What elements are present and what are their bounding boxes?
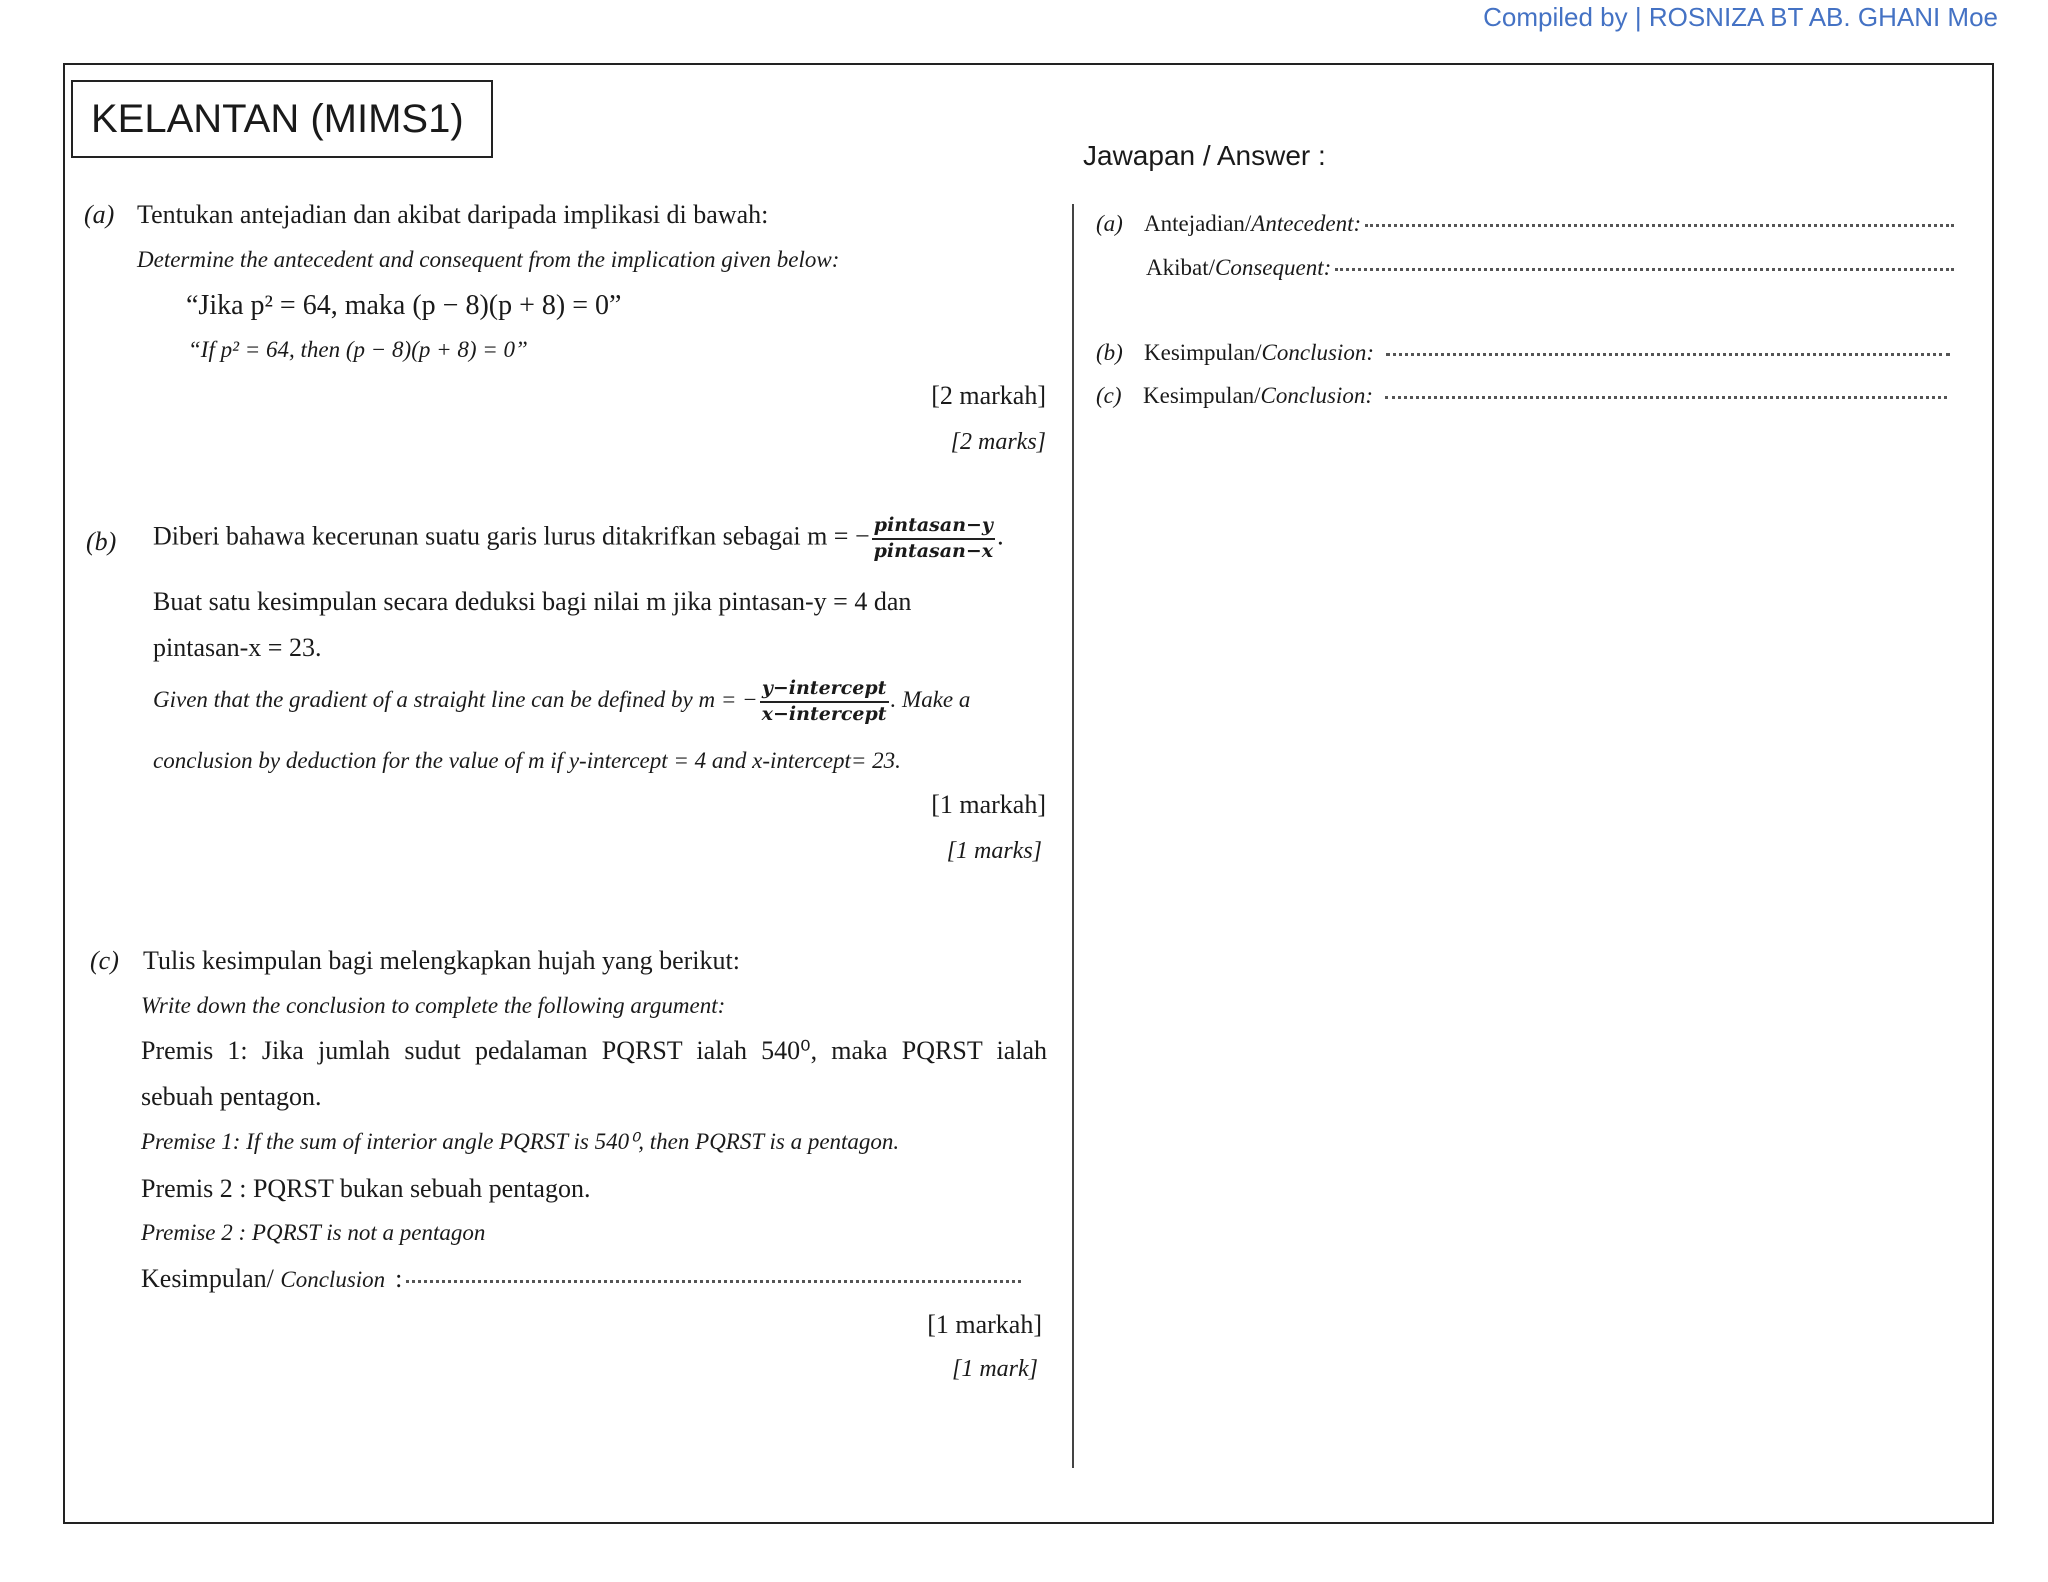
question-b-english-line1 [153,677,970,727]
conclusion-line [141,1264,1021,1294]
conclusion-label: Kesimpulan/ [1143,383,1261,408]
answer-c-blank[interactable] [1385,396,1947,399]
question-c-english: Write down the conclusion to complete the following argument: [141,993,726,1018]
conclusion-label-english: Conclusion [280,1267,386,1292]
answer-a-label: (a) [1096,211,1123,236]
answer-heading: Jawapan / Answer : [1083,140,1326,171]
antecedent-label-english: Antecedent: [1251,211,1362,236]
statement-malay: “Jika p² = 64, maka (p − 8)(p + 8) = 0” [186,290,622,321]
fraction-denominator: pintasan−x [873,539,994,562]
premise-1-english: Premise 1: If the sum of interior angle PQRST is 540⁰, then PQRST is a pentagon. [141,1129,900,1154]
conclusion-label: Kesimpulan/ [141,1264,274,1293]
question-b-english-line2: conclusion by deduction for the value of m if y-intercept = 4 and x-intercept= 23. [153,748,901,773]
marks-malay: [2 markah] [931,381,1046,410]
marks-english: [2 marks] [950,429,1046,455]
answer-c-label: (c) [1096,383,1122,408]
conclusion-colon: : [395,1264,403,1293]
fraction-malay [872,514,995,564]
conclusion-label-english: Conclusion: [1261,340,1374,365]
premise-2-english: Premise 2 : PQRST is not a pentagon [141,1220,486,1245]
conclusion-label-english: Conclusion: [1260,383,1373,408]
answer-b-label: (b) [1096,340,1123,365]
conclusion-label: Kesimpulan/ [1144,340,1262,365]
answer-b-conclusion-line [1144,340,1950,366]
premis-1-line1: Premis 1: Jika jumlah sudut pedalaman PQRST ialah 540⁰, maka PQRST ialah [141,1036,1047,1065]
gradient-definition-end: . Make a [890,687,971,713]
antecedent-blank[interactable] [1365,224,1954,227]
marks-english: [1 mark] [951,1356,1038,1382]
statement-english: “If p² = 64, then (p − 8)(p + 8) = 0” [188,337,528,362]
conclusion-blank[interactable] [406,1280,1021,1283]
marks-malay: [1 markah] [927,1310,1042,1339]
answer-consequent-line [1146,255,1954,281]
question-c-malay: Tulis kesimpulan bagi melengkapkan hujah yang berikut: [143,946,740,975]
consequent-blank[interactable] [1335,268,1954,271]
marks-malay: [1 markah] [931,790,1046,819]
consequent-label-english: Consequent: [1215,255,1332,280]
question-a-english: Determine the antecedent and consequent from the implication given below: [137,247,840,272]
question-a-malay: Tentukan antejadian dan akibat daripada implikasi di bawah: [137,200,769,229]
fraction-numerator: y−intercept [760,677,889,703]
gradient-definition-malay: Diberi bahawa kecerunan suatu garis lurus ditakrifkan sebagai m = − [153,521,870,551]
fraction-denominator: x−intercept [761,702,887,725]
fraction-english [760,677,889,727]
question-b-malay-line2: Buat satu kesimpulan secara deduksi bagi nilai m jika pintasan-y = 4 dan [153,587,912,616]
page-title: KELANTAN (MIMS1) [71,80,493,158]
consequent-label: Akibat/ [1146,255,1215,280]
marks-english: [1 marks] [946,838,1042,864]
question-b-label: (b) [86,527,117,556]
answer-c-conclusion-line [1143,383,1947,409]
question-b-malay-line1: Diberi bahawa kecerunan suatu garis lurus ditakrifkan sebagai m = − $\frac{\text{pintasan−y}}{\text{pintasan−x}}$ . [153,514,1004,562]
column-divider [1072,204,1074,1468]
question-a-label: (a) [84,200,115,229]
premis-2: Premis 2 : PQRST bukan sebuah pentagon. [141,1174,591,1203]
answer-antecedent-line [1144,211,1954,237]
answer-b-blank[interactable] [1386,353,1950,356]
question-b-malay-line3: pintasan-x = 23. [153,633,322,662]
premis-1-line2: sebuah pentagon. [141,1082,322,1111]
fraction-numerator: pintasan−y [872,514,995,540]
gradient-definition-english: Given that the gradient of a straight line can be defined by m = − [153,687,758,713]
antecedent-label: Antejadian/ [1144,211,1252,236]
compiled-by-header: Compiled by | ROSNIZA BT AB. GHANI Moe [1483,2,1998,32]
question-c-label: (c) [90,946,119,975]
